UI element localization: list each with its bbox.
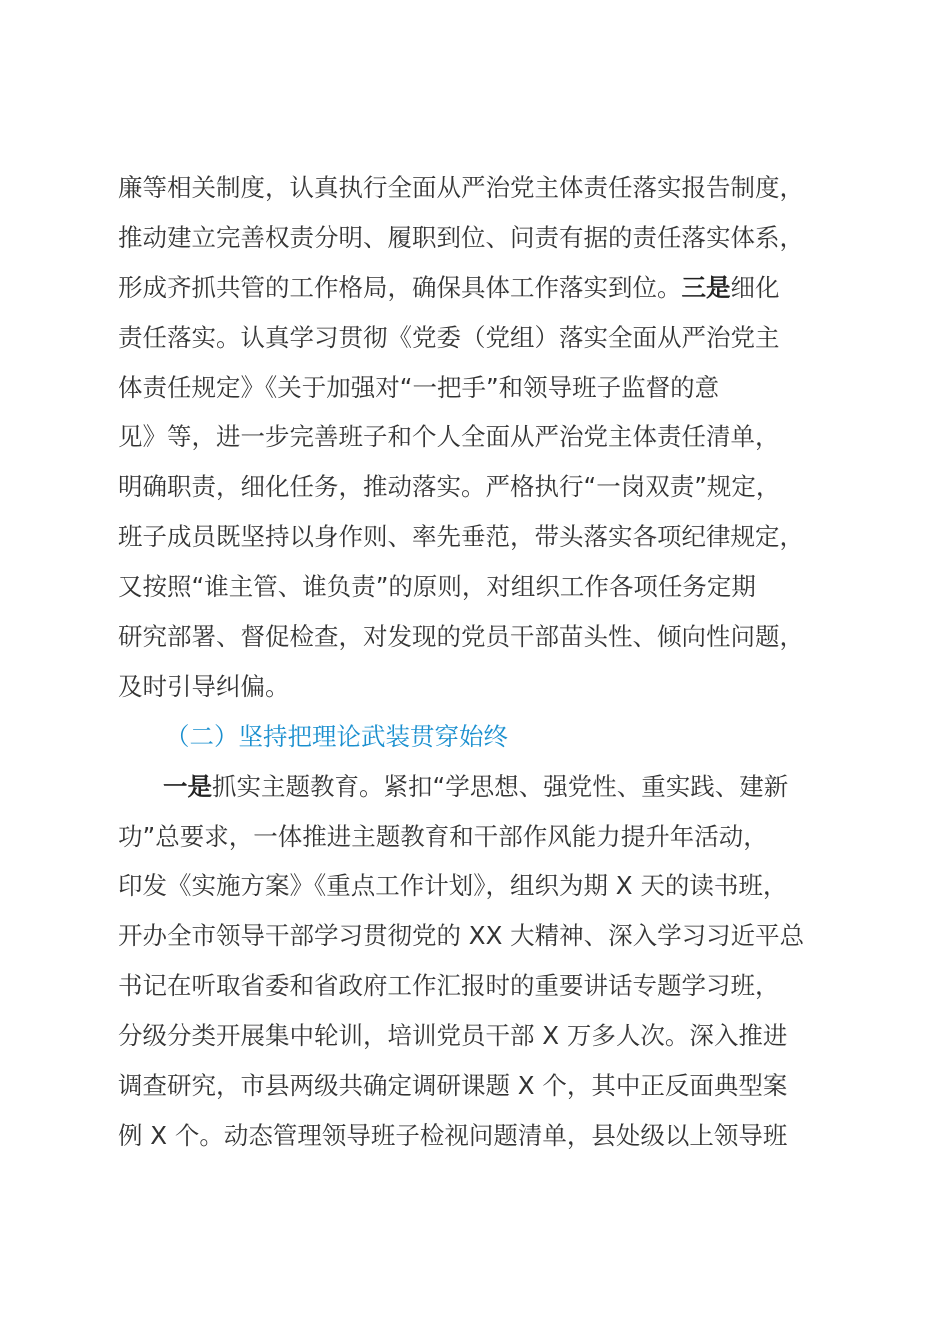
body-line: 责任落实。认真学习贯彻《党委（党组）落实全面从严治党主 <box>118 322 780 352</box>
body-line: 廉等相关制度，认真执行全面从严治党主体责任落实报告制度， <box>118 173 804 202</box>
body-line: 例 X 个。动态管理领导班子检视问题清单，县处级以上领导班 <box>118 1120 788 1150</box>
body-line: 班子成员既坚持以身作则、率先垂范，带头落实各项纪律规定， <box>118 522 804 552</box>
body-line: 推动建立完善权责分明、履职到位、问责有据的责任落实体系， <box>118 222 804 252</box>
body-line: 见》等，进一步完善班子和个人全面从严治党主体责任清单， <box>118 422 780 452</box>
body-text: 形成齐抓共管的工作格局，确保具体工作落实到位。 <box>118 272 682 302</box>
body-text: 抓实主题教育。紧扣“学思想、强党性、重实践、建新 <box>212 771 789 801</box>
body-text: 细化 <box>730 272 780 302</box>
body-line: 体责任规定》《关于加强对“一把手”和领导班子监督的意 <box>118 372 720 402</box>
body-line <box>118 762 838 812</box>
bold-lead: 一是 <box>163 771 212 801</box>
bold-lead: 三是 <box>681 272 731 302</box>
body-line: 印发《实施方案》《重点工作计划》，组织为期 X 天的读书班， <box>118 871 788 901</box>
body-line: 及时引导纠偏。 <box>118 671 290 701</box>
body-line: 研究部署、督促检查，对发现的党员干部苗头性、倾向性问题， <box>118 622 804 652</box>
body-line: 开办全市领导干部学习贯彻党的 XX 大精神、深入学习习近平总 <box>118 921 805 951</box>
section-heading: （二）坚持把理论武装贯穿始终 <box>165 721 508 751</box>
body-line: 功”总要求，一体推进主题教育和干部作风能力提升年活动， <box>118 821 768 851</box>
body-line <box>118 263 838 313</box>
body-line: 书记在听取省委和省政府工作汇报时的重要讲话专题学习班， <box>118 971 780 1001</box>
body-line: 又按照“谁主管、谁负责”的原则，对组织工作各项任务定期 <box>118 572 756 602</box>
body-line: 分级分类开展集中轮训，培训党员干部 X 万多人次。深入推进 <box>118 1021 788 1051</box>
body-line: 调查研究，市县两级共确定调研课题 X 个，其中正反面典型案 <box>118 1071 788 1101</box>
body-line: 明确职责，细化任务，推动落实。严格执行“一岗双责”规定， <box>118 472 781 502</box>
document-page <box>118 163 838 1161</box>
